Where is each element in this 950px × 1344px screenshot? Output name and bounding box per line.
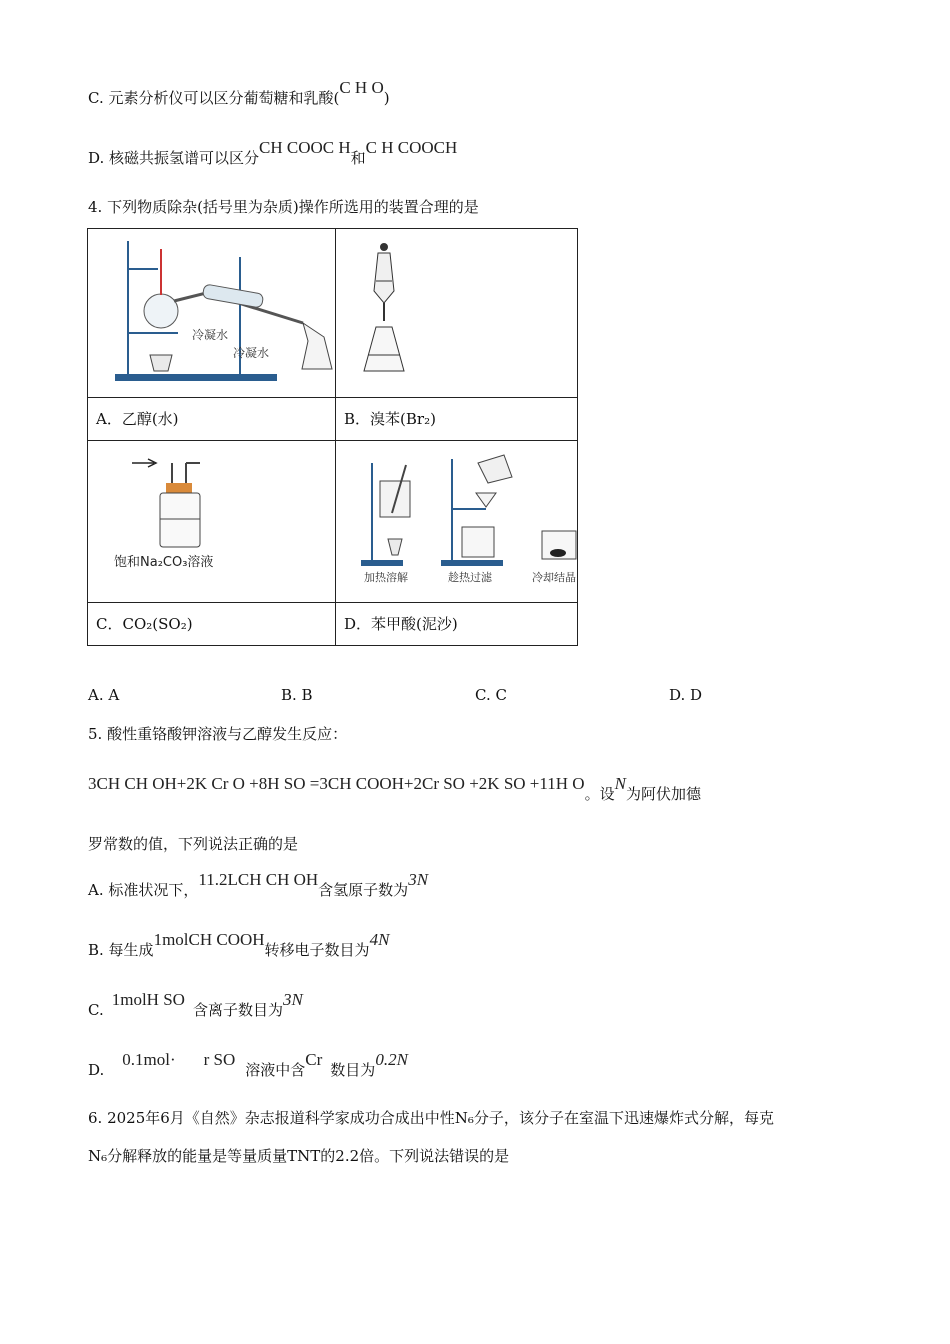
svg-text:饱和Na₂CO₃溶液: 饱和Na₂CO₃溶液 bbox=[114, 555, 214, 570]
q3-option-d bbox=[88, 138, 458, 168]
q4-stem: 4. 下列物质除杂(括号里为杂质)操作所选用的装置合理的是 bbox=[88, 198, 479, 216]
q6-line-1: 6. 2025年6月《自然》杂志报道科学家成功合成出中性N₆分子，该分子在室温下迅速爆炸式分解，每克 bbox=[88, 1109, 774, 1127]
svg-text:冷凝水: 冷凝水 bbox=[192, 328, 229, 342]
q3-option-c-close: ) bbox=[383, 89, 390, 107]
q4-cell-c-image bbox=[88, 441, 336, 603]
q3-option-c bbox=[88, 78, 390, 108]
q4-cell-d-label: D．苯甲酸(泥沙) bbox=[336, 603, 578, 646]
q5-option-b-text: B. 每生成 bbox=[88, 941, 154, 959]
recrystallization-steps-icon bbox=[336, 441, 577, 602]
q5-option-c bbox=[88, 990, 303, 1020]
q5-equation-suffix-1: 。设 bbox=[584, 785, 615, 803]
q5-option-a bbox=[88, 870, 429, 900]
gas-washing-bottle-icon bbox=[88, 441, 335, 602]
svg-text:冷凝水: 冷凝水 bbox=[233, 346, 270, 360]
q5-equation-line bbox=[88, 774, 701, 804]
q5-option-b-formula: 1molCH COOH bbox=[153, 930, 265, 949]
q4-option-c: C. C bbox=[475, 686, 507, 704]
q5-option-d bbox=[88, 1050, 408, 1080]
q3-option-d-formula-2: C H COOCH bbox=[365, 138, 458, 157]
svg-text:冷却结晶: 冷却结晶 bbox=[532, 571, 576, 584]
q5-option-d-formula-2: r SO bbox=[203, 1050, 236, 1069]
q5-stem-continued: 罗常数的值，下列说法正确的是 bbox=[88, 835, 299, 853]
q4-option-b: B. B bbox=[281, 686, 313, 704]
q4-cell-b-image bbox=[336, 229, 578, 398]
q4-apparatus-table bbox=[87, 228, 578, 646]
separatory-funnel-icon bbox=[336, 229, 577, 397]
q5-option-b-mid: 转移电子数目为 bbox=[264, 941, 370, 959]
q5-equation: 3CH CH OH+2K Cr O +8H SO =3CH COOH+2Cr SO +2K SO +11H O bbox=[88, 774, 585, 793]
q5-option-d-mid-2: 数目为 bbox=[330, 1061, 376, 1079]
q5-option-a-text: A. 标准状况下， bbox=[88, 881, 199, 899]
q3-option-c-formula: C H O bbox=[339, 78, 384, 97]
q5-option-a-mid: 含氢原子数为 bbox=[318, 881, 409, 899]
q5-option-a-value: 3N bbox=[408, 870, 429, 889]
q5-option-c-value: 3N bbox=[282, 990, 303, 1009]
q4-option-a: A. A bbox=[88, 686, 120, 704]
q3-option-d-formula-1: CH COOC H bbox=[259, 138, 351, 157]
q3-option-d-text: D. 核磁共振氢谱可以区分 bbox=[88, 149, 260, 167]
q3-option-d-and: 和 bbox=[350, 149, 366, 167]
q4-option-d: D. D bbox=[669, 686, 703, 704]
q4-cell-a-label: A．乙醇(水) bbox=[88, 398, 336, 441]
q5-option-d-mid: 溶液中含 bbox=[245, 1061, 306, 1079]
q5-option-b-value: 4N bbox=[369, 930, 390, 949]
q5-option-a-formula: 11.2LCH CH OH bbox=[198, 870, 319, 889]
q3-option-c-text: C. 元素分析仪可以区分葡萄糖和乳酸( bbox=[88, 89, 340, 107]
q5-option-c-text: C. bbox=[88, 1001, 104, 1019]
q4-cell-a-image bbox=[88, 229, 336, 398]
q5-option-d-text: D. bbox=[88, 1061, 105, 1079]
q5-equation-suffix-2: 为阿伏加德 bbox=[625, 785, 701, 803]
q5-option-d-formula-1: 0.1mol· bbox=[122, 1050, 176, 1069]
q5-stem: 5. 酸性重铬酸钾溶液与乙醇发生反应： bbox=[88, 725, 348, 743]
q5-option-c-mid: 含离子数目为 bbox=[192, 1001, 283, 1019]
q5-option-b bbox=[88, 930, 390, 960]
svg-text:加热溶解: 加热溶解 bbox=[364, 571, 408, 584]
q4-cell-b-label: B．溴苯(Br₂) bbox=[336, 398, 578, 441]
q5-option-d-ion: Cr bbox=[305, 1050, 323, 1069]
q5-option-c-formula: 1molH SO bbox=[111, 990, 185, 1009]
q5-na-symbol: N bbox=[614, 774, 626, 793]
q4-cell-d-image bbox=[336, 441, 578, 603]
q5-option-d-value: 0.2N bbox=[375, 1050, 408, 1069]
q4-cell-c-label: C．CO₂(SO₂) bbox=[88, 603, 336, 646]
svg-text:趁热过滤: 趁热过滤 bbox=[448, 571, 492, 584]
q6-line-2: N₆分解释放的能量是等量质量TNT的2.2倍。下列说法错误的是 bbox=[88, 1147, 510, 1165]
distillation-apparatus-icon bbox=[88, 229, 335, 397]
